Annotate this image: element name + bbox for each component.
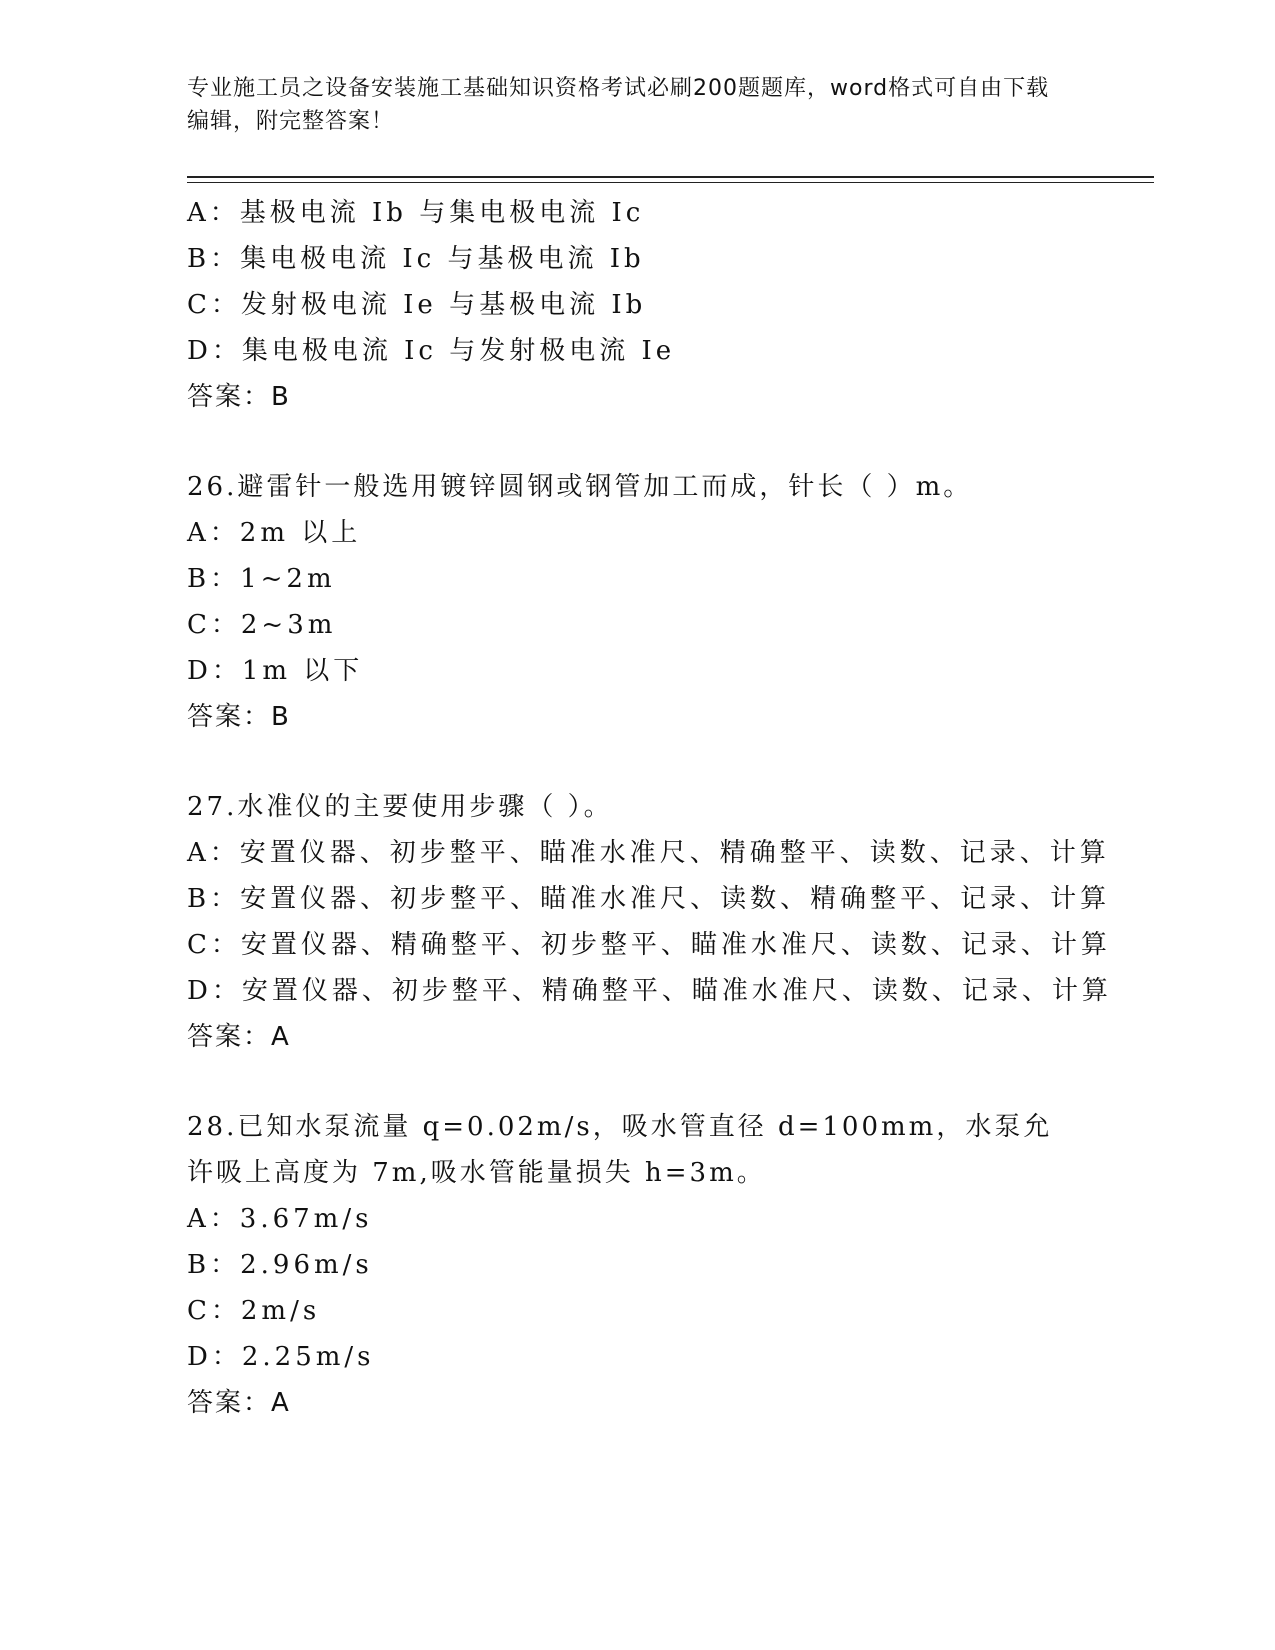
option-a: A：安置仪器、初步整平、瞄准水准尺、精确整平、读数、记录、计算 [187,838,1110,868]
option-c: C：安置仪器、精确整平、初步整平、瞄准水准尺、读数、记录、计算 [187,930,1111,960]
option-a: A：2m 以上 [187,518,362,548]
answer-line: 答案：A [187,1022,291,1052]
option-b: B：2.96m/s [187,1250,373,1280]
header-rule-thick [187,176,1154,178]
option-c: C：2~3m [187,610,337,640]
spacer [187,420,1087,464]
option-d: D：1m 以下 [187,656,364,686]
question-25 [187,190,1087,420]
question-28 [187,1104,1087,1426]
question-26 [187,464,1087,740]
question-list [187,190,1112,1426]
header-rule-thin [187,182,1154,183]
question-text: 28.已知水泵流量 q=0.02m/s，吸水管直径 d=100mm，水泵允许吸上高度为 7m,吸水管能量损失 h=3m。 [187,1112,1053,1188]
option-d: D：安置仪器、初步整平、精确整平、瞄准水准尺、读数、记录、计算 [187,976,1112,1006]
option-b: B：安置仪器、初步整平、瞄准水准尺、读数、精确整平、记录、计算 [187,884,1111,914]
question-27 [187,784,1112,1060]
question-text: 26.避雷针一般选用镀锌圆钢或钢管加工而成，针长（ ）m。 [187,472,973,502]
option-a: A：基极电流 Ib 与集电极电流 Ic [187,198,645,228]
document-header: 专业施工员之设备安装施工基础知识资格考试必刷200题题库，word格式可自由下载编辑，附完整答案！ [187,76,1050,134]
answer-line: 答案：B [187,382,291,412]
spacer [187,1060,1087,1104]
option-a: A：3.67m/s [187,1204,373,1234]
option-d: D：2.25m/s [187,1342,375,1372]
spacer [187,740,1087,784]
option-b: B：1~2m [187,564,336,594]
option-c: C：2m/s [187,1296,321,1326]
option-d: D：集电极电流 Ic 与发射极电流 Ie [187,336,676,366]
answer-line: 答案：A [187,1388,291,1418]
question-text: 27.水准仪的主要使用步骤（ ）。 [187,792,613,822]
option-c: C：发射极电流 Ie 与基极电流 Ib [187,290,647,320]
option-b: B：集电极电流 Ic 与基极电流 Ib [187,244,645,274]
answer-line: 答案：B [187,702,291,732]
